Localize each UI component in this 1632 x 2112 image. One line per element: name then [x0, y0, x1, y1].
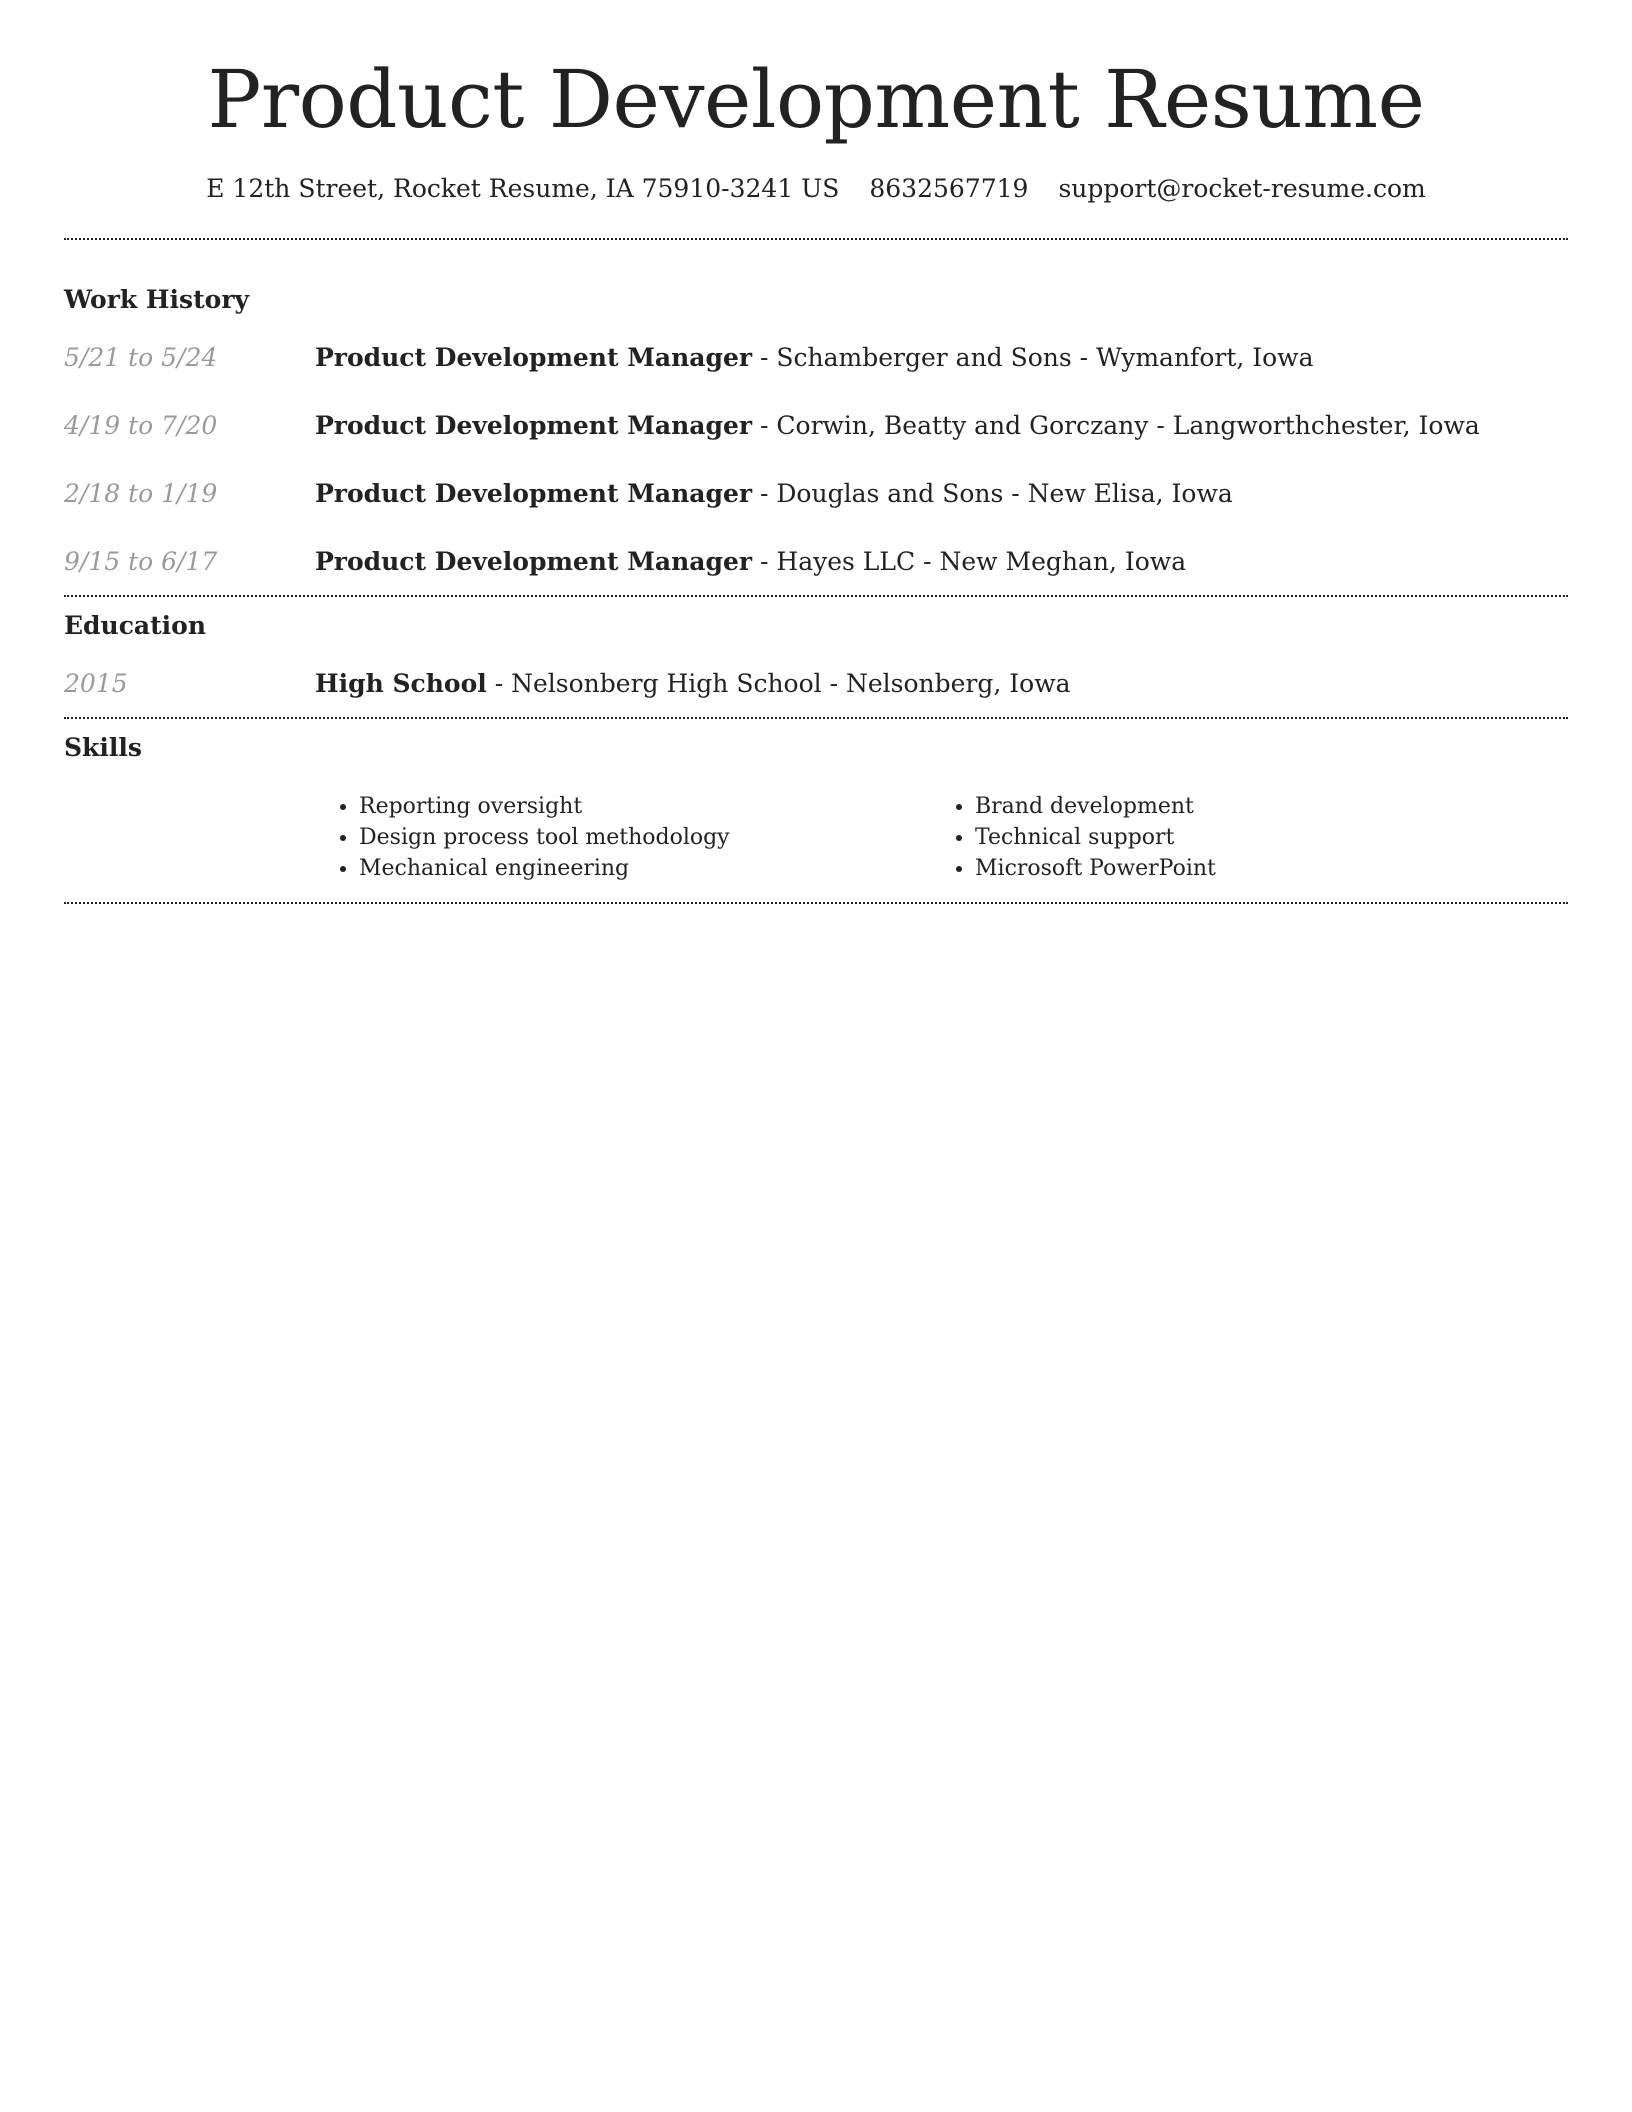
work-entry-role: Product Development Manager: [315, 547, 753, 576]
work-entry-details: - Douglas and Sons - New Elisa, Iowa: [752, 479, 1233, 508]
skills-columns: [64, 791, 1568, 884]
education-entry-degree: High School: [315, 669, 487, 698]
education-entry-date: 2015: [64, 669, 128, 698]
work-entry-description: [315, 545, 1186, 579]
education-section: [64, 597, 1568, 719]
work-entry-role: Product Development Manager: [315, 411, 753, 440]
work-entry-role: Product Development Manager: [315, 343, 753, 372]
skill-item: • Brand development: [975, 791, 1531, 822]
skills-list-left: [315, 791, 931, 884]
contact-address: E 12th Street, Rocket Resume, IA 75910-3241 US: [206, 174, 840, 203]
work-entry-details: - Hayes LLC - New Meghan, Iowa: [752, 547, 1187, 576]
work-history-section: [64, 240, 1568, 597]
work-entry-details: - Schamberger and Sons - Wymanfort, Iowa: [752, 343, 1314, 372]
education-entry: [64, 667, 1568, 701]
resume-title: Product Development Resume: [207, 53, 1425, 146]
work-entry-role: Product Development Manager: [315, 479, 753, 508]
work-entry: [64, 545, 1568, 579]
skill-item: • Design process tool methodology: [359, 822, 931, 853]
contact-line: [64, 172, 1568, 206]
education-entry-details: - Nelsonberg High School - Nelsonberg, Iowa: [486, 669, 1071, 698]
skills-section: [64, 719, 1568, 904]
work-entry: [64, 409, 1568, 443]
skill-item: • Reporting oversight: [359, 791, 931, 822]
work-entry-description: [315, 409, 1480, 443]
contact-phone: 8632567719: [869, 174, 1029, 203]
section-heading-skills: Skills: [64, 733, 142, 762]
skill-item: • Microsoft PowerPoint: [975, 853, 1531, 884]
work-entry-date: 4/19 to 7/20: [64, 411, 218, 440]
section-heading-education: Education: [64, 611, 207, 640]
work-entry-description: [315, 477, 1233, 511]
education-entry-description: [315, 667, 1071, 701]
work-entry: [64, 341, 1568, 375]
divider: [64, 902, 1568, 904]
work-entry-date: 2/18 to 1/19: [64, 479, 218, 508]
skills-list-right: [931, 791, 1531, 884]
work-entry-details: - Corwin, Beatty and Gorczany - Langworthchester, Iowa: [752, 411, 1480, 440]
work-entry-date: 5/21 to 5/24: [64, 343, 218, 372]
section-heading-work-history: Work History: [64, 285, 250, 314]
skill-item: • Mechanical engineering: [359, 853, 931, 884]
contact-email: support@rocket-resume.com: [1058, 174, 1426, 203]
work-entry-description: [315, 341, 1314, 375]
work-entry: [64, 477, 1568, 511]
work-entry-date: 9/15 to 6/17: [64, 547, 218, 576]
skill-item: • Technical support: [975, 822, 1531, 853]
